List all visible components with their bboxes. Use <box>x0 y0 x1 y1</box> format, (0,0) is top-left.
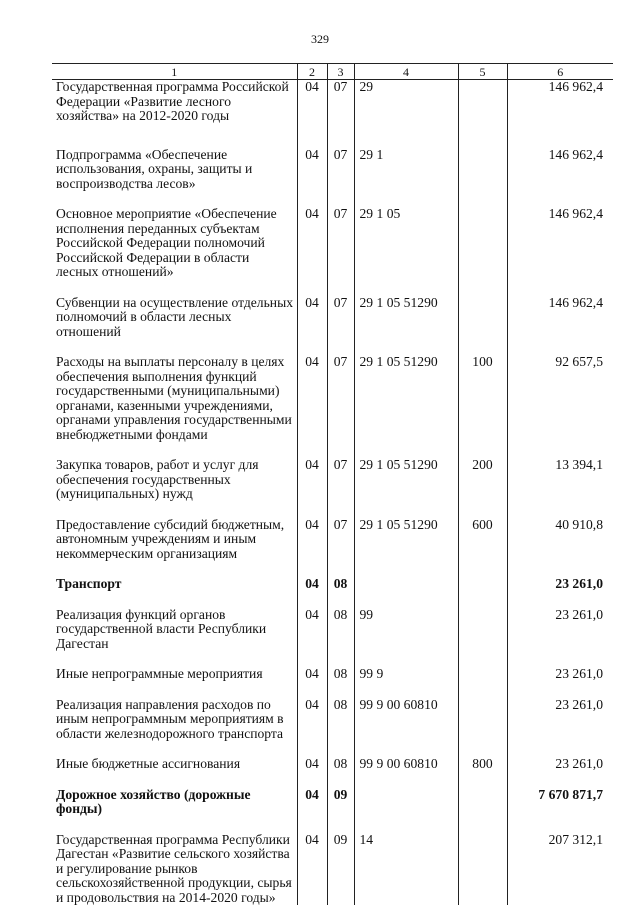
row-subsection: 07 <box>327 458 354 518</box>
row-expense-type <box>458 80 507 148</box>
row-expense-type: 200 <box>458 458 507 518</box>
row-expense-type: 600 <box>458 518 507 578</box>
row-amount: 23 261,0 <box>507 757 613 788</box>
row-expense-type <box>458 207 507 296</box>
row-amount: 7 670 871,7 <box>507 788 613 833</box>
row-section: 04 <box>297 355 327 458</box>
row-name: Дорожное хозяйство (дорожные фонды) <box>56 786 251 816</box>
table-row <box>52 833 613 905</box>
row-target-article: 99 9 <box>354 667 458 698</box>
row-name: Реализация функций органов государственной власти Республики Дагестан <box>56 606 267 651</box>
row-subsection: 08 <box>327 667 354 698</box>
row-section: 04 <box>297 458 327 518</box>
row-expense-type <box>458 608 507 668</box>
row-section: 04 <box>297 148 327 208</box>
row-target-article: 29 1 05 <box>354 207 458 296</box>
row-expense-type <box>458 833 507 905</box>
table-row <box>52 355 613 458</box>
row-target-article <box>354 788 458 833</box>
budget-table-container <box>52 63 613 905</box>
table-row <box>52 148 613 208</box>
row-target-article <box>354 577 458 608</box>
row-name: Реализация направления расходов по иным непрограммным мероприятиям в области железнодорожного транспорта <box>56 696 284 741</box>
row-name: Предоставление субсидий бюджетным, автономным учреждениям и иным некоммерческим организациям <box>56 516 285 561</box>
row-target-article: 29 1 05 51290 <box>354 518 458 578</box>
row-target-article: 29 <box>354 80 458 148</box>
table-body <box>52 80 613 905</box>
row-expense-type <box>458 296 507 356</box>
row-section: 04 <box>297 518 327 578</box>
row-target-article: 99 9 00 60810 <box>354 757 458 788</box>
row-subsection: 07 <box>327 80 354 148</box>
row-amount: 92 657,5 <box>507 355 613 458</box>
row-subsection: 09 <box>327 788 354 833</box>
row-subsection: 08 <box>327 577 354 608</box>
row-section: 04 <box>297 296 327 356</box>
header-col-1: 1 <box>52 64 297 80</box>
row-expense-type <box>458 788 507 833</box>
row-amount: 146 962,4 <box>507 148 613 208</box>
row-expense-type <box>458 148 507 208</box>
row-name: Иные бюджетные ассигнования <box>56 756 241 771</box>
row-target-article: 14 <box>354 833 458 905</box>
row-section: 04 <box>297 80 327 148</box>
row-name: Государственная программа Российской Федерации «Развитие лесного хозяйства» на 2012-2020 годы <box>56 79 289 123</box>
row-name: Субвенции на осуществление отдельных полномочий в области лесных отношений <box>56 294 293 339</box>
row-amount: 146 962,4 <box>507 207 613 296</box>
table-row <box>52 80 613 148</box>
row-subsection: 07 <box>327 355 354 458</box>
row-name: Подпрограмма «Обеспечение использования, охраны, защиты и воспроизводства лесов» <box>56 146 253 191</box>
page-number: 329 <box>311 32 329 46</box>
table-row <box>52 608 613 668</box>
row-amount: 23 261,0 <box>507 608 613 668</box>
table-row <box>52 577 613 608</box>
row-expense-type <box>458 667 507 698</box>
row-name: Иные непрограммные мероприятия <box>56 666 263 681</box>
table-row <box>52 458 613 518</box>
row-amount: 146 962,4 <box>507 296 613 356</box>
row-section: 04 <box>297 667 327 698</box>
row-subsection: 09 <box>327 833 354 905</box>
row-subsection: 08 <box>327 608 354 668</box>
table-row <box>52 757 613 788</box>
table-row <box>52 788 613 833</box>
row-expense-type <box>458 698 507 758</box>
row-section: 04 <box>297 577 327 608</box>
header-col-2: 2 <box>297 64 327 80</box>
table-row <box>52 207 613 296</box>
row-target-article: 29 1 05 51290 <box>354 458 458 518</box>
row-expense-type <box>458 577 507 608</box>
row-section: 04 <box>297 757 327 788</box>
row-amount: 207 312,1 <box>507 833 613 905</box>
table-row <box>52 518 613 578</box>
row-amount: 23 261,0 <box>507 698 613 758</box>
row-amount: 23 261,0 <box>507 667 613 698</box>
header-col-5: 5 <box>458 64 507 80</box>
row-target-article: 99 <box>354 608 458 668</box>
row-expense-type: 800 <box>458 757 507 788</box>
row-name: Государственная программа Республики Дагестан «Развитие сельского хозяйства и регулирование рынков сельскохозяйственной продукции, сырья и продовольствия на 2014-2020 годы» <box>56 831 292 905</box>
row-target-article: 29 1 <box>354 148 458 208</box>
header-col-6: 6 <box>507 64 613 80</box>
header-row <box>52 64 613 80</box>
header-col-4: 4 <box>354 64 458 80</box>
row-subsection: 07 <box>327 148 354 208</box>
row-name: Расходы на выплаты персоналу в целях обеспечения выполнения функций государственными (муниципальными) органами, казенными учреждениями, органами управления государственными внебюджетными фондами <box>56 354 292 442</box>
row-amount: 23 261,0 <box>507 577 613 608</box>
budget-table <box>52 63 613 905</box>
row-section: 04 <box>297 698 327 758</box>
row-section: 04 <box>297 833 327 905</box>
table-row <box>52 296 613 356</box>
row-subsection: 07 <box>327 296 354 356</box>
row-name: Транспорт <box>56 576 122 591</box>
row-subsection: 08 <box>327 757 354 788</box>
row-section: 04 <box>297 207 327 296</box>
table-row <box>52 698 613 758</box>
row-subsection: 07 <box>327 518 354 578</box>
row-amount: 40 910,8 <box>507 518 613 578</box>
row-target-article: 99 9 00 60810 <box>354 698 458 758</box>
row-target-article: 29 1 05 51290 <box>354 355 458 458</box>
row-subsection: 07 <box>327 207 354 296</box>
row-name: Закупка товаров, работ и услуг для обеспечения государственных (муниципальных) нужд <box>56 457 259 501</box>
row-name: Основное мероприятие «Обеспечение исполнения переданных субъектам Российской Федерации полномочий Российской Федерации в области лесных отношений» <box>56 206 277 279</box>
row-expense-type: 100 <box>458 355 507 458</box>
row-target-article: 29 1 05 51290 <box>354 296 458 356</box>
table-row <box>52 667 613 698</box>
row-subsection: 08 <box>327 698 354 758</box>
row-amount: 13 394,1 <box>507 458 613 518</box>
row-section: 04 <box>297 608 327 668</box>
row-section: 04 <box>297 788 327 833</box>
row-amount: 146 962,4 <box>507 80 613 148</box>
header-col-3: 3 <box>327 64 354 80</box>
